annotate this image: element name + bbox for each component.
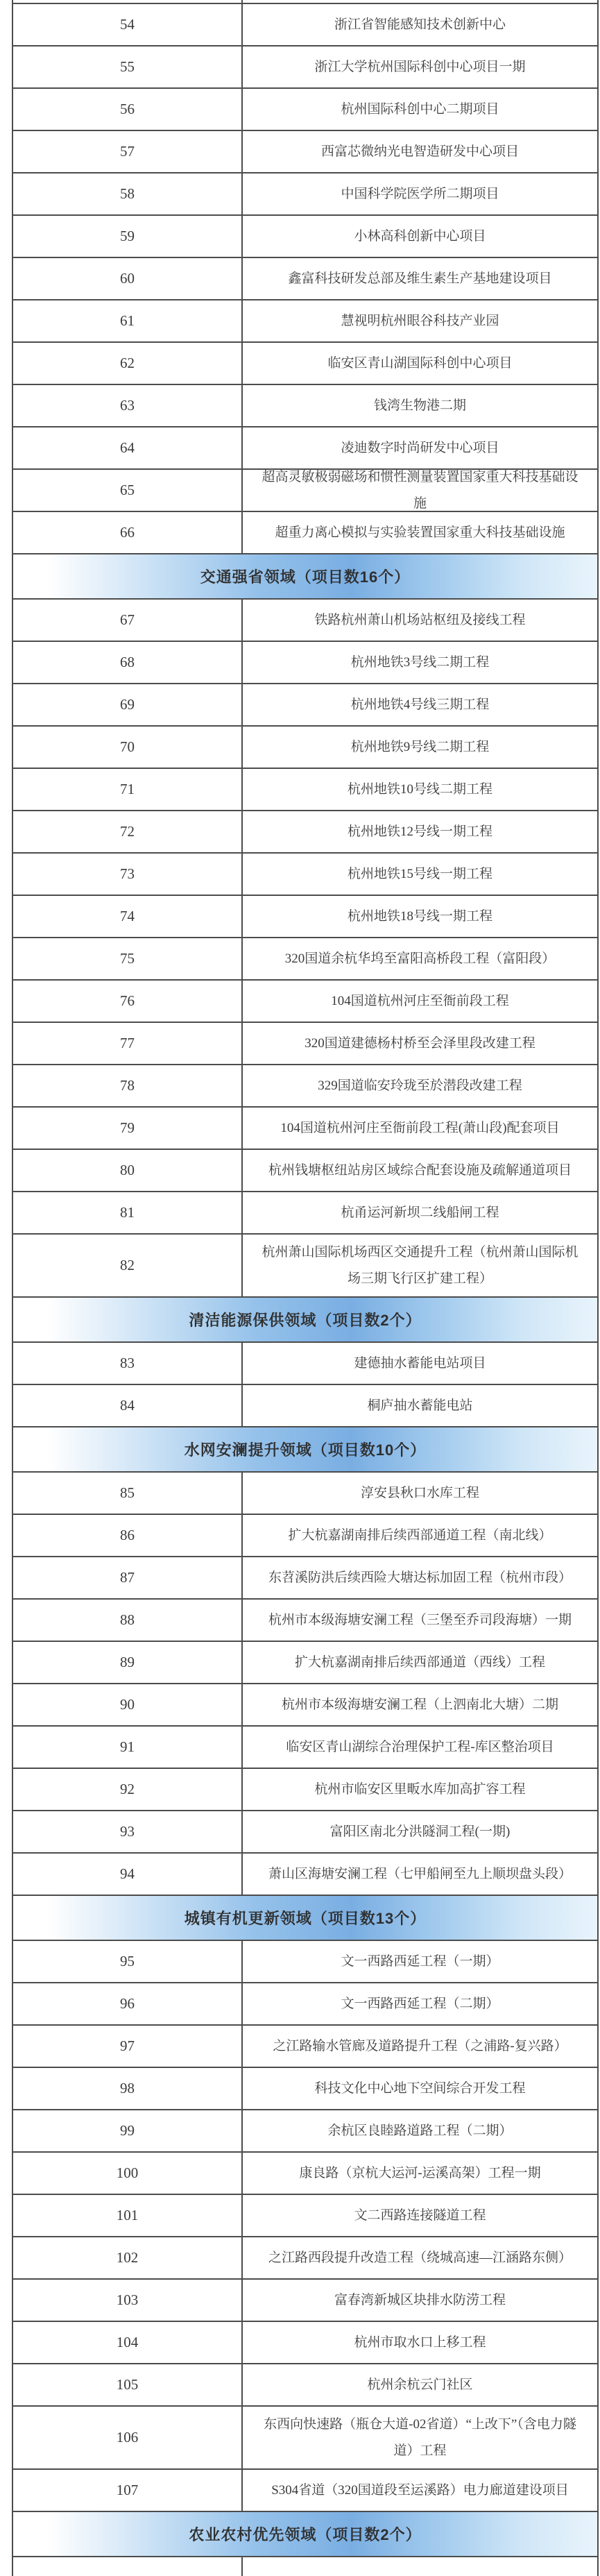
table-row	[13, 854, 597, 896]
project-number: 64	[13, 427, 243, 468]
project-number: 57	[13, 131, 243, 172]
table-row	[13, 600, 597, 642]
project-number: 102	[13, 2237, 243, 2278]
project-name: 文一西路西延工程（二期）	[341, 1996, 499, 2011]
project-number: 55	[13, 46, 243, 87]
table-row	[13, 727, 597, 769]
project-number: 78	[13, 1065, 243, 1106]
project-name: 320国道余杭华坞至富阳高桥段工程（富阳段）	[284, 951, 556, 966]
project-name: 杭州余杭云门社区	[367, 2377, 473, 2392]
project-number: 77	[13, 1023, 243, 1064]
section-title: 城镇有机更新领域（项目数13个）	[184, 1910, 427, 1927]
table-row	[13, 981, 597, 1023]
section-title: 交通强省领域（项目数16个）	[200, 568, 411, 586]
section-header	[13, 554, 597, 600]
table-row	[13, 2026, 597, 2068]
section-title: 水网安澜提升领域（项目数10个）	[184, 1441, 427, 1459]
project-number: 87	[13, 1557, 243, 1598]
project-name: 扩大杭嘉湖南排后续西部通道（西线）工程	[294, 1654, 545, 1670]
project-number: 74	[13, 896, 243, 937]
project-number: 96	[13, 1983, 243, 2024]
section-title: 清洁能源保供领域（项目数2个）	[189, 1312, 422, 1329]
project-name: 320国道建德杨村桥至会泽里段改建工程	[305, 1035, 535, 1051]
project-number: 69	[13, 684, 243, 725]
table-row	[13, 1150, 597, 1192]
project-number: 94	[13, 1854, 243, 1895]
project-name: 铁路杭州萧山机场站枢纽及接线工程	[314, 612, 526, 627]
table-row	[13, 1727, 597, 1769]
project-name: S304省道（320国道段至运溪路）电力廊道建设项目	[271, 2482, 569, 2498]
project-name	[243, 2557, 597, 2576]
project-name: 杭州地铁15号线一期工程	[347, 866, 492, 881]
project-name: 富春湾新城区块排水防涝工程	[334, 2292, 506, 2307]
table-row	[13, 4, 597, 46]
project-number: 105	[13, 2364, 243, 2405]
project-number: 71	[13, 769, 243, 810]
project-number: 104	[13, 2322, 243, 2363]
project-number: 103	[13, 2280, 243, 2321]
project-number: 62	[13, 343, 243, 384]
project-name: 杭州地铁12号线一期工程	[347, 824, 492, 839]
project-name: 萧山区海塘安澜工程（七甲船闸至九上顺坝盘头段）	[268, 1866, 572, 1881]
table-row	[13, 1684, 597, 1727]
table-row	[13, 1983, 597, 2026]
table-row	[13, 1343, 597, 1385]
table-row	[13, 470, 597, 512]
project-number: 101	[13, 2195, 243, 2236]
table-row	[13, 896, 597, 938]
table-row	[13, 1600, 597, 1642]
project-number: 99	[13, 2110, 243, 2151]
project-number: 56	[13, 89, 243, 130]
project-number: 75	[13, 938, 243, 979]
project-number: 86	[13, 1515, 243, 1556]
project-number: 66	[13, 512, 243, 553]
project-name: 329国道临安玲珑至於潜段改建工程	[318, 1078, 522, 1093]
table-row	[13, 258, 597, 300]
project-number: 79	[13, 1108, 243, 1149]
project-name: 杭州地铁3号线二期工程	[350, 654, 490, 670]
table-row	[13, 385, 597, 427]
project-name: 中国科学院医学所二期项目	[341, 186, 499, 201]
project-name: 余杭区良睦路道路工程（二期）	[327, 2123, 513, 2138]
project-number: 70	[13, 727, 243, 768]
project-name: 淳安县秋口水库工程	[360, 1485, 479, 1500]
project-name: 之江路输水管廊及道路提升工程（之浦路-复兴路）	[273, 2038, 567, 2053]
project-name: 凌迪数字时尚研发中心项目	[341, 440, 499, 455]
table-row	[13, 1854, 597, 1896]
project-name: 超重力离心模拟与实验装置国家重大科技基础设施	[275, 525, 565, 540]
project-number: 89	[13, 1642, 243, 1683]
cut-off-row-bottom	[13, 2557, 597, 2576]
project-name: 杭甬运河新坝二线船闸工程	[341, 1205, 499, 1220]
table-row	[13, 2237, 597, 2280]
table-row	[13, 1108, 597, 1150]
table-row	[13, 2470, 597, 2512]
project-name: 之江路西段提升改造工程（绕城高速—江涵路东侧）	[268, 2250, 572, 2265]
table-row	[13, 1192, 597, 1235]
table-row	[13, 89, 597, 131]
project-name: 临安区青山湖综合治理保护工程-库区整治项目	[286, 1739, 554, 1754]
project-number: 72	[13, 811, 243, 852]
project-number: 81	[13, 1192, 243, 1233]
project-name: 东苕溪防洪后续西险大塘达标加固工程（杭州市段）	[268, 1570, 572, 1585]
project-name: 杭州地铁4号线三期工程	[350, 697, 490, 712]
table-row	[13, 343, 597, 385]
table-row	[13, 46, 597, 89]
project-name: 建德抽水蓄能电站项目	[354, 1355, 486, 1371]
project-number: 100	[13, 2153, 243, 2194]
project-number: 106	[13, 2407, 243, 2468]
project-number: 54	[13, 4, 243, 45]
project-name: 扩大杭嘉湖南排后续西部通道工程（南北线）	[288, 1527, 552, 1543]
project-name: 科技文化中心地下空间综合开发工程	[314, 2081, 526, 2096]
table-row	[13, 300, 597, 343]
project-number: 59	[13, 216, 243, 257]
section-header	[13, 2512, 597, 2557]
project-number: 85	[13, 1473, 243, 1514]
table-row	[13, 1235, 597, 1298]
table-row	[13, 938, 597, 981]
project-name: 小林高科创新中心项目	[354, 228, 486, 244]
project-name: 杭州萧山国际机场西区交通提升工程（杭州萧山国际机场三期飞行区扩建工程）	[262, 1244, 578, 1286]
project-name: 杭州地铁10号线二期工程	[347, 781, 492, 797]
project-number: 92	[13, 1769, 243, 1810]
project-number: 90	[13, 1684, 243, 1725]
project-name: 浙江大学杭州国际科创中心项目一期	[314, 59, 526, 74]
table-row	[13, 1941, 597, 1983]
project-name: 超高灵敏极弱磁场和惯性测量装置国家重大科技基础设施	[262, 469, 578, 511]
project-name: 杭州地铁9号线二期工程	[350, 739, 490, 754]
project-number: 82	[13, 1235, 243, 1296]
table-row	[13, 684, 597, 727]
section-header	[13, 1298, 597, 1343]
project-name: 杭州市临安区里畈水库加高扩容工程	[314, 1781, 526, 1797]
project-name: 浙江省智能感知技术创新中心	[334, 17, 506, 32]
project-name: 富阳区南北分洪隧洞工程(一期)	[329, 1824, 511, 1839]
table-row	[13, 769, 597, 811]
table-row	[13, 1557, 597, 1600]
table-row	[13, 1515, 597, 1557]
project-number: 91	[13, 1727, 243, 1768]
project-number: 60	[13, 258, 243, 299]
project-name: 康良路（京杭大运河-运溪高架）工程一期	[299, 2165, 541, 2180]
table-row	[13, 2068, 597, 2110]
table-row	[13, 1385, 597, 1427]
project-number: 61	[13, 300, 243, 341]
project-number: 98	[13, 2068, 243, 2109]
project-name: 杭州市本级海塘安澜工程（上泗南北大塘）二期	[281, 1697, 558, 1712]
project-name: 慧视明杭州眼谷科技产业园	[341, 313, 499, 328]
project-number: 97	[13, 2026, 243, 2067]
table-row	[13, 131, 597, 173]
project-number: 93	[13, 1811, 243, 1852]
project-name: 杭州市取水口上移工程	[354, 2334, 486, 2350]
project-name: 西富芯微纳光电智造研发中心项目	[320, 144, 519, 159]
project-name: 杭州钱塘枢纽站房区域综合配套设施及疏解通道项目	[268, 1162, 572, 1178]
table-row	[13, 2195, 597, 2237]
project-number: 83	[13, 1343, 243, 1384]
project-table	[12, 0, 599, 2576]
project-name: 东西向快速路（瓶仓大道-02省道）“上改下”（含电力隧道）工程	[264, 2416, 576, 2458]
project-name: 杭州市本级海塘安澜工程（三堡至乔司段海塘）一期	[268, 1612, 572, 1627]
project-name: 104国道杭州河庄至衙前段工程	[331, 993, 509, 1008]
project-number: 80	[13, 1150, 243, 1191]
project-number: 76	[13, 981, 243, 1022]
project-name: 文一西路西延工程（一期）	[341, 1954, 499, 1969]
cut-off-cell	[13, 0, 243, 3]
project-number: 95	[13, 1941, 243, 1982]
section-header	[13, 1896, 597, 1941]
project-number: 63	[13, 385, 243, 426]
table-row	[13, 642, 597, 684]
project-number: 84	[13, 1385, 243, 1426]
table-row	[13, 2407, 597, 2470]
table-row	[13, 811, 597, 854]
project-number: 73	[13, 854, 243, 895]
table-row	[13, 2364, 597, 2407]
project-name: 临安区青山湖国际科创中心项目	[327, 355, 513, 371]
project-number: 107	[13, 2470, 243, 2511]
project-number: 88	[13, 1600, 243, 1641]
project-name: 鑫富科技研发总部及维生素生产基地建设项目	[288, 271, 552, 286]
table-row	[13, 2153, 597, 2195]
project-name: 杭州地铁18号线一期工程	[347, 908, 492, 924]
table-row	[13, 1473, 597, 1515]
table-row	[13, 216, 597, 258]
table-row	[13, 2110, 597, 2153]
project-name: 文二西路连接隧道工程	[354, 2208, 486, 2223]
table-row	[13, 1642, 597, 1684]
project-name: 104国道杭州河庄至衙前段工程(萧山段)配套项目	[280, 1120, 560, 1135]
table-row	[13, 1769, 597, 1811]
table-row	[13, 1065, 597, 1108]
table-row	[13, 173, 597, 216]
project-number: 68	[13, 642, 243, 683]
section-header	[13, 1427, 597, 1473]
project-number: 67	[13, 600, 243, 641]
table-row	[13, 2322, 597, 2364]
project-name: 杭州国际科创中心二期项目	[341, 101, 499, 117]
project-name: 钱湾生物港二期	[373, 398, 466, 413]
table-row	[13, 1023, 597, 1065]
project-number: 65	[13, 470, 243, 511]
table-row	[13, 1811, 597, 1854]
table-row	[13, 2280, 597, 2322]
project-number: 58	[13, 173, 243, 214]
section-title: 农业农村优先领域（项目数2个）	[189, 2526, 422, 2543]
project-number	[13, 2557, 243, 2576]
table-row	[13, 512, 597, 554]
project-name: 桐庐抽水蓄能电站	[367, 1398, 473, 1413]
